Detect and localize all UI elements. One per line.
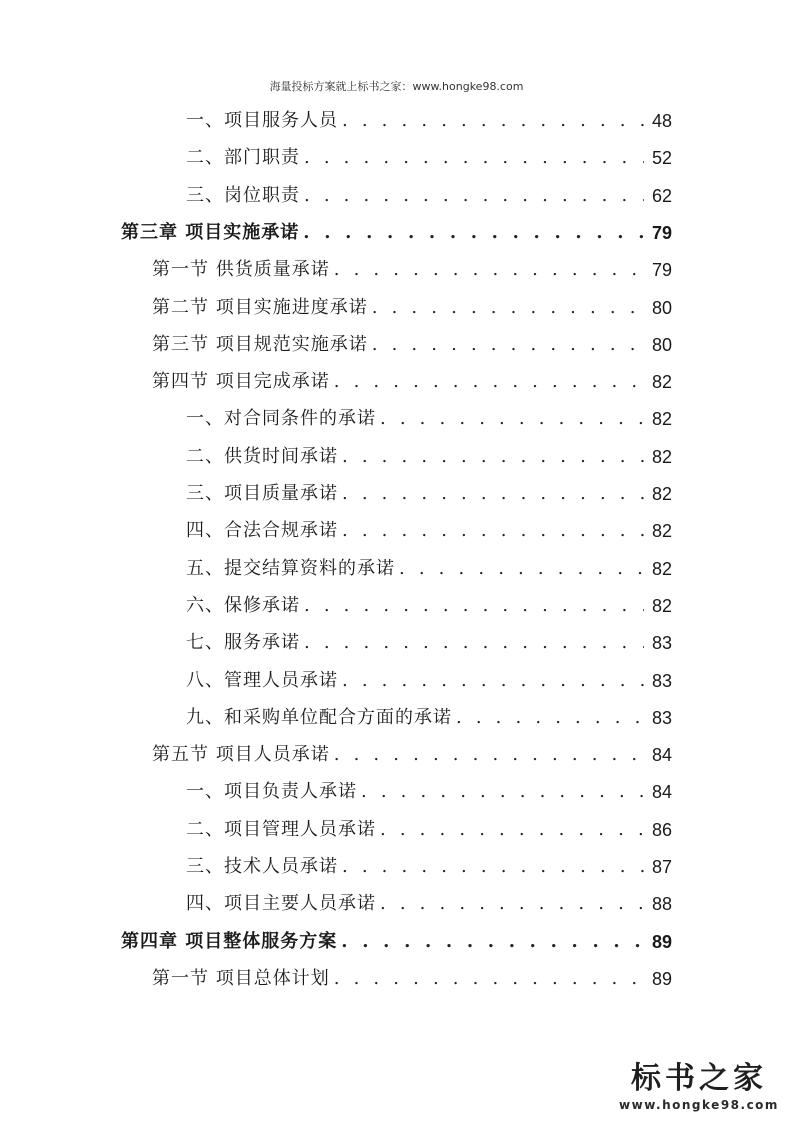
toc-entry-page-number: 48 bbox=[651, 111, 672, 131]
toc-leader-dots bbox=[456, 707, 644, 729]
toc-entry-label: 四、合法合规承诺 bbox=[186, 520, 338, 542]
toc-leader-dots bbox=[334, 371, 644, 393]
toc-leader-dots bbox=[380, 408, 644, 430]
toc-leader-dots bbox=[334, 259, 644, 281]
toc-entry-label: 七、服务承诺 bbox=[186, 632, 300, 654]
toc-entry-label: 二、项目管理人员承诺 bbox=[186, 818, 376, 840]
watermark-title: 标书之家 bbox=[631, 1061, 767, 1096]
toc-entry[interactable] bbox=[186, 102, 672, 132]
toc-entry-label: 九、和采购单位配合方面的承诺 bbox=[186, 706, 452, 728]
toc-entry-label: 二、部门职责 bbox=[186, 147, 300, 169]
toc-entry-page-number: 82 bbox=[651, 446, 672, 467]
toc-entry[interactable] bbox=[186, 624, 672, 654]
toc-leader-dots bbox=[334, 744, 644, 766]
toc-entry-page-number: 82 bbox=[651, 521, 672, 542]
toc-entry-label: 六、保修承诺 bbox=[186, 594, 300, 616]
toc-leader-dots bbox=[304, 185, 644, 207]
toc-entry[interactable] bbox=[152, 326, 672, 356]
toc-entry-page-number: 80 bbox=[651, 297, 672, 318]
toc-entry[interactable] bbox=[152, 289, 672, 319]
toc-entry[interactable] bbox=[186, 438, 672, 468]
toc-entry-label: 一、对合同条件的承诺 bbox=[186, 408, 376, 430]
toc-entry-label: 八、管理人员承诺 bbox=[186, 669, 338, 691]
toc-entry-page-number: 52 bbox=[651, 148, 672, 169]
page-header: 海量投标方案就上标书之家：www.hongke98.com bbox=[269, 80, 524, 93]
toc-entry[interactable] bbox=[186, 848, 672, 878]
toc-entry[interactable] bbox=[186, 811, 672, 841]
toc-entry[interactable] bbox=[186, 699, 672, 729]
toc-entry-label: 第四章 项目整体服务方案 bbox=[121, 930, 338, 952]
toc-entry[interactable] bbox=[186, 662, 672, 692]
toc-entry-label: 第二节 项目实施进度承诺 bbox=[152, 296, 368, 318]
toc-entry-page-number: 82 bbox=[651, 409, 672, 430]
toc-entry-page-number: 89 bbox=[651, 931, 672, 952]
toc-leader-dots bbox=[372, 297, 644, 319]
toc-entry-page-number: 86 bbox=[651, 819, 672, 840]
toc-entry-page-number: 84 bbox=[651, 745, 672, 766]
toc-leader-dots bbox=[341, 931, 644, 953]
toc-entry[interactable] bbox=[186, 475, 672, 505]
toc-entry[interactable] bbox=[186, 177, 672, 207]
toc-leader-dots bbox=[342, 856, 644, 878]
toc-entry[interactable] bbox=[186, 400, 672, 430]
toc-entry[interactable] bbox=[186, 773, 672, 803]
toc-entry-page-number: 89 bbox=[651, 968, 672, 989]
toc-entry-page-number: 80 bbox=[651, 334, 672, 355]
toc-entry[interactable] bbox=[152, 363, 672, 393]
toc-leader-dots bbox=[380, 819, 644, 841]
toc-entry-label: 第一节 供货质量承诺 bbox=[152, 259, 330, 281]
toc-entry-page-number: 82 bbox=[651, 484, 672, 504]
toc-leader-dots bbox=[304, 595, 644, 617]
toc-leader-dots bbox=[342, 446, 644, 468]
toc-entry-page-number: 79 bbox=[651, 260, 672, 281]
toc-leader-dots bbox=[342, 110, 644, 132]
toc-entry-label: 第四节 项目完成承诺 bbox=[152, 371, 330, 393]
toc-entry-label: 三、岗位职责 bbox=[186, 184, 300, 206]
toc-entry-label: 第三章 项目实施承诺 bbox=[121, 221, 300, 243]
toc-entry-page-number: 83 bbox=[651, 633, 672, 654]
toc-entry-page-number: 82 bbox=[651, 595, 672, 616]
toc-leader-dots bbox=[372, 334, 644, 356]
toc-leader-dots bbox=[342, 670, 644, 692]
toc-entry-page-number: 79 bbox=[651, 222, 672, 243]
toc-leader-dots bbox=[303, 222, 644, 244]
toc-entry-page-number: 84 bbox=[651, 782, 672, 803]
toc-entry[interactable] bbox=[186, 885, 672, 915]
toc-leader-dots bbox=[342, 520, 644, 542]
toc-leader-dots bbox=[361, 781, 644, 803]
site-watermark bbox=[619, 1062, 779, 1112]
toc-leader-dots bbox=[342, 483, 644, 505]
toc-entry-page-number: 62 bbox=[651, 185, 672, 206]
toc-entry-label: 五、提交结算资料的承诺 bbox=[186, 557, 395, 579]
toc-leader-dots bbox=[399, 558, 644, 580]
toc-entry[interactable] bbox=[152, 736, 672, 766]
toc-entry-label: 一、项目服务人员 bbox=[186, 110, 338, 131]
toc-entry-page-number: 82 bbox=[651, 372, 672, 393]
toc-entry-label: 三、项目质量承诺 bbox=[186, 483, 338, 504]
toc-entry-label: 四、项目主要人员承诺 bbox=[186, 893, 376, 915]
toc-leader-dots bbox=[380, 893, 644, 915]
toc-leader-dots bbox=[304, 147, 644, 169]
toc-entry-page-number: 83 bbox=[651, 670, 672, 691]
toc-entry-label: 第三节 项目规范实施承诺 bbox=[152, 333, 368, 355]
toc-entry[interactable] bbox=[186, 587, 672, 617]
toc-leader-dots bbox=[334, 968, 644, 990]
toc-entry[interactable] bbox=[152, 960, 672, 990]
toc-entry[interactable] bbox=[186, 512, 672, 542]
toc-entry-label: 一、项目负责人承诺 bbox=[186, 781, 357, 803]
toc-entry[interactable] bbox=[186, 139, 672, 169]
toc-entry-page-number: 88 bbox=[651, 894, 672, 915]
toc-entry[interactable] bbox=[121, 214, 672, 244]
toc-entry[interactable] bbox=[121, 923, 672, 953]
toc-entry-label: 第一节 项目总体计划 bbox=[152, 967, 330, 989]
toc-entry[interactable] bbox=[152, 251, 672, 281]
toc-entry-page-number: 82 bbox=[651, 558, 672, 579]
toc-entry-label: 第五节 项目人员承诺 bbox=[152, 744, 330, 766]
toc-leader-dots bbox=[304, 632, 644, 654]
watermark-url: www.hongke98.com bbox=[619, 1098, 779, 1112]
toc-entry-page-number: 87 bbox=[651, 857, 672, 877]
toc-entry-label: 三、技术人员承诺 bbox=[186, 856, 338, 877]
toc-entry-label: 二、供货时间承诺 bbox=[186, 445, 338, 467]
toc-entry[interactable] bbox=[186, 550, 672, 580]
toc-entry-page-number: 83 bbox=[651, 707, 672, 728]
